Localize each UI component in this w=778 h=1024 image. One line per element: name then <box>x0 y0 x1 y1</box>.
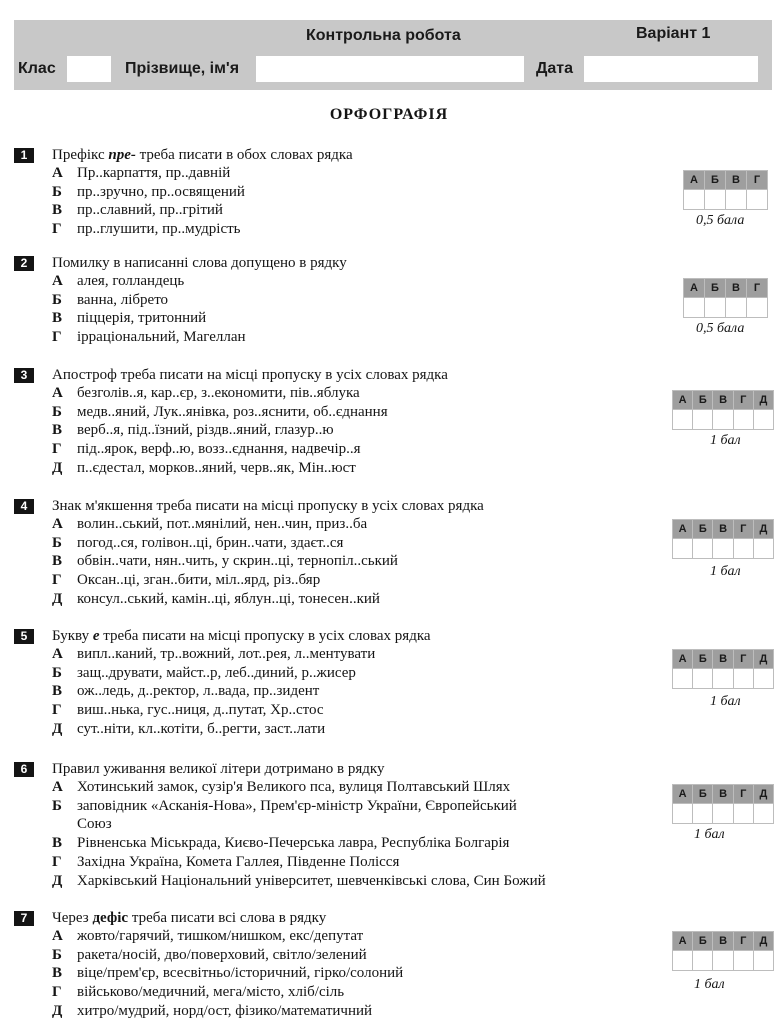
answer-letter: В <box>726 171 747 190</box>
answer-letter: Б <box>705 171 726 190</box>
question-stem: Префікс пре- треба писати в обох словах рядка <box>52 147 353 163</box>
answer-cell[interactable] <box>733 951 753 971</box>
points-label: 1 бал <box>694 827 725 842</box>
question-3 <box>14 366 774 481</box>
answer-letter: А <box>673 520 693 539</box>
answer-cell[interactable] <box>693 804 713 824</box>
answer-letter: А <box>673 650 693 669</box>
question-number: 6 <box>14 762 34 777</box>
option-c: В піццерія, тритонний <box>52 310 207 327</box>
answer-grid <box>672 519 774 559</box>
question-number: 2 <box>14 256 34 271</box>
option-a: А випл..каний, тр..вожний, лот..рея, л..ментувати <box>52 646 376 662</box>
points-label: 0,5 бала <box>696 213 745 228</box>
answer-cell[interactable] <box>705 190 726 210</box>
question-stem: Помилку в написанні слова допущено в рядку <box>52 255 347 271</box>
answer-cell[interactable] <box>753 669 773 689</box>
option-b: Б заповідник «Асканія-Нова», Прем'єр-міністр України, Європейський <box>52 797 517 814</box>
option-a: А жовто/гарячий, тишком/нишком, екс/депутат <box>52 928 364 944</box>
answer-letter: Г <box>747 171 768 190</box>
question-2 <box>14 254 774 349</box>
option-c: В пр..славний, пр..грітий <box>52 202 223 219</box>
answer-letter: Б <box>705 279 726 298</box>
answer-letter: А <box>684 171 705 190</box>
question-stem: Букву е треба писати на місці пропуску в усіх словах рядка <box>52 628 431 644</box>
answer-letter: Д <box>753 391 773 410</box>
answer-letter: В <box>713 520 733 539</box>
option-b: Б медв..яний, Лук..янівка, роз..яснити, об..єднання <box>52 403 388 420</box>
answer-cell[interactable] <box>693 951 713 971</box>
option-d: Г ірраціональний, Магеллан <box>52 329 246 346</box>
option-e: Д консул..ський, камін..ці, яблун..ці, тонесен..кий <box>52 590 380 607</box>
test-header <box>14 20 772 90</box>
answer-cell[interactable] <box>673 669 693 689</box>
answer-letter: Б <box>693 391 713 410</box>
answer-letter: А <box>673 785 693 804</box>
answer-cell[interactable] <box>705 298 726 318</box>
question-stem: Знак м'якшення треба писати на місці пропуску в усіх словах рядка <box>52 498 484 514</box>
option-c: В обвін..чати, нян..чить, у скрин..ці, тернопіл..ський <box>52 553 398 570</box>
option-b: Б погод..ся, голівон..ці, брин..чати, здаєт..ся <box>52 534 344 551</box>
question-number: 7 <box>14 911 34 926</box>
question-stem: Апостроф треба писати на місці пропуску в усіх словах рядка <box>52 367 448 383</box>
answer-letter: Д <box>753 932 773 951</box>
answer-cell[interactable] <box>693 410 713 430</box>
answer-cell[interactable] <box>726 190 747 210</box>
answer-letter: В <box>713 785 733 804</box>
question-number: 3 <box>14 368 34 383</box>
answer-cell[interactable] <box>684 190 705 210</box>
answer-cell[interactable] <box>753 410 773 430</box>
answer-letter: В <box>713 932 733 951</box>
points-label: 1 бал <box>710 694 741 709</box>
option-d: Г військово/медичний, мега/місто, хліб/сіль <box>52 984 345 1001</box>
answer-letter: Б <box>693 785 713 804</box>
class-label: Клас <box>18 60 56 77</box>
answer-cell[interactable] <box>713 410 733 430</box>
test-title: Контрольна робота <box>306 27 461 44</box>
option-d: Г Західна Україна, Комета Галлея, Південне Полісся <box>52 853 400 870</box>
option-c: В ож..ледь, д..ректор, л..вада, пр..зидент <box>52 683 320 700</box>
option-a: А безголів..я, кар..єр, з..економити, пів..яблука <box>52 385 360 401</box>
answer-letter: А <box>684 279 705 298</box>
answer-letter: Д <box>753 785 773 804</box>
option-b-continued: Союз <box>77 816 112 833</box>
answer-letter: Б <box>693 520 713 539</box>
question-number: 5 <box>14 629 34 644</box>
answer-letter: Д <box>753 650 773 669</box>
option-c: В верб..я, під..їзний, різдв..яний, глазур..ю <box>52 422 334 439</box>
answer-cell[interactable] <box>693 669 713 689</box>
question-7 <box>14 909 774 1024</box>
option-b: Б пр..зручно, пр..освящений <box>52 183 245 200</box>
option-c: В віце/прем'єр, всесвітньо/історичний, гірко/солоний <box>52 965 404 982</box>
option-b: Б защ..друвати, майст..р, леб..диний, р..жисер <box>52 664 356 681</box>
option-d: Г Оксан..ці, зган..бити, міл..ярд, різ..бяр <box>52 572 321 589</box>
answer-cell[interactable] <box>673 951 693 971</box>
question-5 <box>14 627 774 742</box>
answer-grid <box>672 784 774 824</box>
answer-cell[interactable] <box>713 669 733 689</box>
option-e: Д п..єдестал, морков..яний, черв..як, Мін..юст <box>52 459 356 476</box>
option-d: Г пр..глушити, пр..мудрість <box>52 221 241 238</box>
points-label: 0,5 бала <box>696 321 745 336</box>
answer-cell[interactable] <box>726 298 747 318</box>
answer-cell[interactable] <box>713 539 733 559</box>
answer-grid <box>683 278 768 318</box>
answer-cell[interactable] <box>733 804 753 824</box>
question-number: 4 <box>14 499 34 514</box>
answer-cell[interactable] <box>684 298 705 318</box>
option-a: А алея, голландець <box>52 273 185 289</box>
answer-cell[interactable] <box>753 539 773 559</box>
answer-cell[interactable] <box>693 539 713 559</box>
class-field[interactable] <box>67 56 111 82</box>
option-c: В Рівненська Міськрада, Києво-Печерська лавра, Республіка Болгарія <box>52 835 510 852</box>
answer-cell[interactable] <box>733 539 753 559</box>
option-e: Д Харківський Національний університет, шевченківські слова, Син Божий <box>52 872 546 889</box>
answer-letter: Г <box>733 785 753 804</box>
option-a: А волин..ський, пот..мянілий, нен..чин, приз..ба <box>52 516 368 532</box>
answer-cell[interactable] <box>673 539 693 559</box>
answer-letter: Г <box>747 279 768 298</box>
answer-grid <box>672 390 774 430</box>
name-label: Прізвище, ім'я <box>125 60 240 77</box>
option-e: Д хитро/мудрий, норд/ост, фізико/математичний <box>52 1002 373 1019</box>
option-a: А Хотинський замок, сузір'я Великого пса, вулиця Полтавський Шлях <box>52 779 511 795</box>
answer-grid <box>672 649 774 689</box>
date-field[interactable] <box>584 56 758 82</box>
answer-letter: А <box>673 932 693 951</box>
answer-letter: В <box>713 391 733 410</box>
section-title: ОРФОГРАФІЯ <box>329 106 449 123</box>
answer-cell[interactable] <box>673 804 693 824</box>
answer-letter: В <box>713 650 733 669</box>
answer-cell[interactable] <box>753 804 773 824</box>
answer-letter: Б <box>693 932 713 951</box>
answer-grid <box>672 931 774 971</box>
answer-letter: Г <box>733 391 753 410</box>
variant-label: Варіант 1 <box>636 25 711 42</box>
answer-cell[interactable] <box>747 190 768 210</box>
question-6 <box>14 760 774 890</box>
option-d: Г під..ярок, верф..ю, возз..єднання, надвечір..я <box>52 441 361 458</box>
option-a: А Пр..карпаття, пр..давній <box>52 165 231 181</box>
answer-cell[interactable] <box>753 951 773 971</box>
option-e: Д сут..ніти, кл..котіти, б..регти, заст..лати <box>52 720 326 737</box>
answer-letter: Г <box>733 520 753 539</box>
answer-grid <box>683 170 768 210</box>
answer-cell[interactable] <box>733 669 753 689</box>
question-stem: Правил уживання великої літери дотримано в рядку <box>52 761 385 777</box>
answer-cell[interactable] <box>713 951 733 971</box>
points-label: 1 бал <box>694 977 725 992</box>
question-4 <box>14 497 774 612</box>
answer-cell[interactable] <box>747 298 768 318</box>
answer-letter: Г <box>733 650 753 669</box>
answer-letter: А <box>673 391 693 410</box>
question-stem: Через дефіс треба писати всі слова в рядку <box>52 910 327 926</box>
points-label: 1 бал <box>710 433 741 448</box>
points-label: 1 бал <box>710 564 741 579</box>
date-label: Дата <box>536 60 574 77</box>
option-d: Г виш..нька, гус..ниця, д..путат, Хр..стос <box>52 702 324 719</box>
answer-letter: Б <box>693 650 713 669</box>
option-b: Б ванна, лібрето <box>52 291 169 308</box>
answer-cell[interactable] <box>673 410 693 430</box>
answer-cell[interactable] <box>733 410 753 430</box>
option-b: Б ракета/носій, дво/поверховий, світло/зелений <box>52 946 367 963</box>
answer-letter: В <box>726 279 747 298</box>
answer-letter: Д <box>753 520 773 539</box>
question-number: 1 <box>14 148 34 163</box>
question-1 <box>14 146 774 241</box>
name-field[interactable] <box>256 56 524 82</box>
answer-cell[interactable] <box>713 804 733 824</box>
answer-letter: Г <box>733 932 753 951</box>
